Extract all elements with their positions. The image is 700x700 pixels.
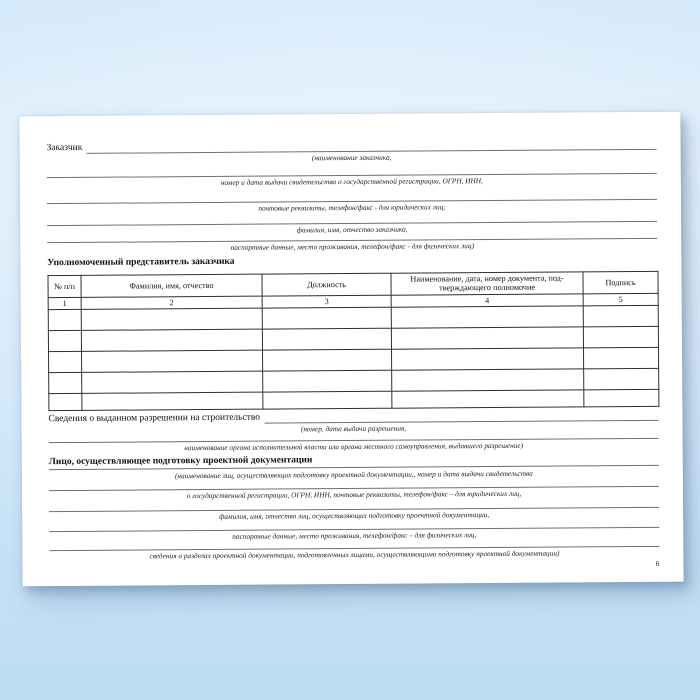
customer-caption-3: почтовые реквизиты, телефон/факс - для юридических лиц; [258,202,446,213]
table-cell [263,391,392,409]
designer-caption-2: о государственной регистрации, ОГРН, ИНН, почтовые реквизиты, телефон/факс – для юридических лиц, [186,488,522,500]
table-cell [263,370,392,392]
table-cell [49,393,82,410]
table-cell [48,309,81,330]
table-cell [391,306,583,328]
representative-heading: Уполномоченный представитель заказчика [47,256,235,269]
table-cell [49,351,82,372]
document-page [19,112,683,587]
table-cell [583,305,658,327]
customer-caption-1: (наименование заказчика, [311,152,392,163]
table-header-signature: Подпись [583,271,658,294]
table-cell [392,390,584,408]
table-cell [263,349,392,371]
table-cell [48,330,81,351]
column-number: 1 [48,297,81,309]
column-number: 5 [583,293,658,306]
table-header-number: № п/п [48,275,81,297]
table-row [49,389,659,410]
table-cell [81,329,262,351]
table-cell [82,350,263,372]
page-number: 6 [655,558,660,568]
designer-caption-5: сведения о разделах проектной документации, подготовленных лицами, осуществляющими подготовку проектной документации) [149,548,560,561]
permit-row [48,410,658,425]
permit-fill-in-line [264,409,659,424]
designer-heading: Лицо, осуществляющее подготовку проектной документации [48,455,313,468]
table-cell [81,308,262,330]
table-cell [49,372,82,393]
table-cell [584,368,659,390]
table-cell [392,369,584,391]
table-cell [391,327,583,349]
permit-caption-1: (номер, дата выдачи разрешения, [300,423,407,434]
table-cell [82,371,263,393]
permit-label: Сведения о выданном разрешении на строительство [48,412,261,425]
designer-caption-1: (наименование лиц, осуществляющих подготовку проектной документации,, номер и дата выдачи свидетельства [174,468,533,481]
customer-label: Заказчик [46,142,83,154]
table-header-name: Фамилия, имя, отчество [81,274,262,297]
customer-caption-2: номер и дата выдачи свидетельства о государственной регистрации, ОГРН, ИНН, [220,176,483,187]
table-cell [583,326,658,348]
table-cell [392,348,584,370]
customer-fill-in-line [47,185,657,204]
table-cell [262,307,391,329]
column-number: 3 [262,295,391,308]
customer-caption-5: паспортные данные, место проживания, телефон/факс - для физических лиц) [230,241,475,252]
table-cell [262,328,391,350]
permit-caption-2: наименование органа исполнительной власти или органа местного самоуправления, выдавшего разрешение) [184,440,524,453]
representative-table [47,271,659,411]
column-number: 2 [81,296,262,309]
table-cell [584,389,659,407]
designer-caption-4: паспортные данные, место проживания, телефон/факс – для физических лиц, [232,529,477,541]
customer-fill-in-line [86,137,656,154]
table-cell [583,347,658,369]
document-content [47,138,660,573]
designer-caption-3: фамилия, имя, отчество лиц, осуществляющих подготовку проектной документации, [219,509,490,521]
table-header-document: Наименование, дата, номер документа, под-тверждающего полномочие [391,272,583,295]
table-header-position: Должность [262,273,391,296]
customer-caption-4: фамилия, имя, отчество заказчика, [296,224,408,235]
column-number: 4 [391,294,583,307]
table-cell [82,392,263,410]
